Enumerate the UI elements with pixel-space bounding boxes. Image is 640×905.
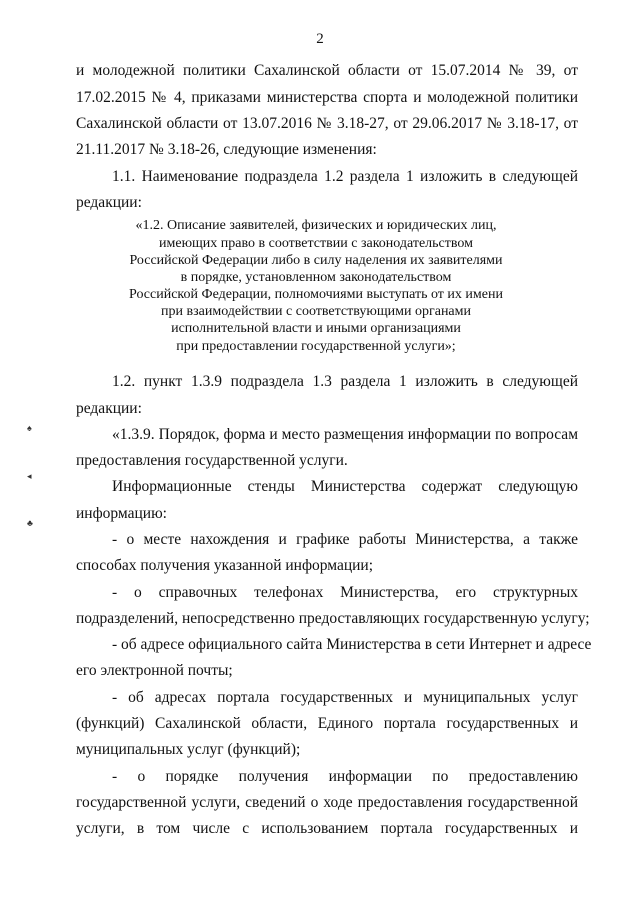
body-line: муниципальных услуг (функций); [76, 741, 301, 758]
scan-mark: ♠ [27, 423, 32, 433]
body-line: 17.02.2015 № 4, приказами министерства спорта и молодежной политики [76, 89, 578, 106]
quoted-heading-line: «1.2. Описание заявителей, физических и юридических лиц, [135, 218, 497, 233]
body-line: государственной услуги, сведений о ходе предоставления государственной [76, 794, 578, 811]
body-line: - о месте нахождения и графике работы Министерства, а также [112, 531, 578, 548]
body-line: - об адресе официального сайта Министерства в сети Интернет и адресе [112, 636, 592, 653]
quoted-heading-line: исполнительной власти и иными организациями [171, 321, 461, 336]
scan-mark: ♣ [27, 518, 33, 528]
page-number: 2 [316, 31, 324, 47]
body-line: «1.3.9. Порядок, форма и место размещения информации по вопросам [112, 426, 578, 443]
body-line: редакции: [76, 194, 142, 211]
scan-mark: ◂ [27, 471, 32, 481]
body-line: подразделений, непосредственно предоставляющих государственную услугу; [76, 610, 590, 627]
body-line: - о порядке получения информации по предоставлению [112, 768, 578, 785]
quoted-heading-line: имеющих право в соответствии с законодательством [159, 236, 473, 251]
body-line: предоставления государственной услуги. [76, 452, 348, 469]
body-line: информацию: [76, 505, 167, 522]
quoted-heading-line: при предоставлении государственной услуги»; [176, 339, 456, 354]
quoted-heading-line: в порядке, установленном законодательством [180, 270, 452, 285]
body-line: - о справочных телефонах Министерства, его структурных [112, 584, 578, 601]
body-line: 21.11.2017 № 3.18-26, следующие изменения: [76, 141, 377, 158]
body-line: Сахалинской области от 13.07.2016 № 3.18-27, от 29.06.2017 № 3.18-17, от [76, 115, 578, 132]
quoted-heading-line: Российской Федерации либо в силу наделения их заявителями [129, 253, 503, 268]
quoted-heading-line: при взаимодействии с соответствующими органами [161, 304, 471, 319]
body-line: и молодежной политики Сахалинской области от 15.07.2014 № 39, от [76, 62, 578, 79]
body-line: редакции: [76, 400, 142, 417]
body-line: его электронной почты; [76, 662, 233, 679]
body-line: способах получения указанной информации; [76, 557, 374, 574]
body-line: (функций) Сахалинской области, Единого портала государственных и [76, 715, 578, 732]
body-line: Информационные стенды Министерства содержат следующую [112, 478, 578, 495]
body-line: 1.2. пункт 1.3.9 подраздела 1.3 раздела 1 изложить в следующей [112, 373, 578, 390]
body-line: услуги, в том числе с использованием портала государственных и [76, 820, 578, 837]
body-line: 1.1. Наименование подраздела 1.2 раздела 1 изложить в следующей [112, 168, 578, 185]
body-line: - об адресах портала государственных и муниципальных услуг [112, 689, 578, 706]
quoted-heading-line: Российской Федерации, полномочиями выступать от их имени [129, 287, 503, 302]
